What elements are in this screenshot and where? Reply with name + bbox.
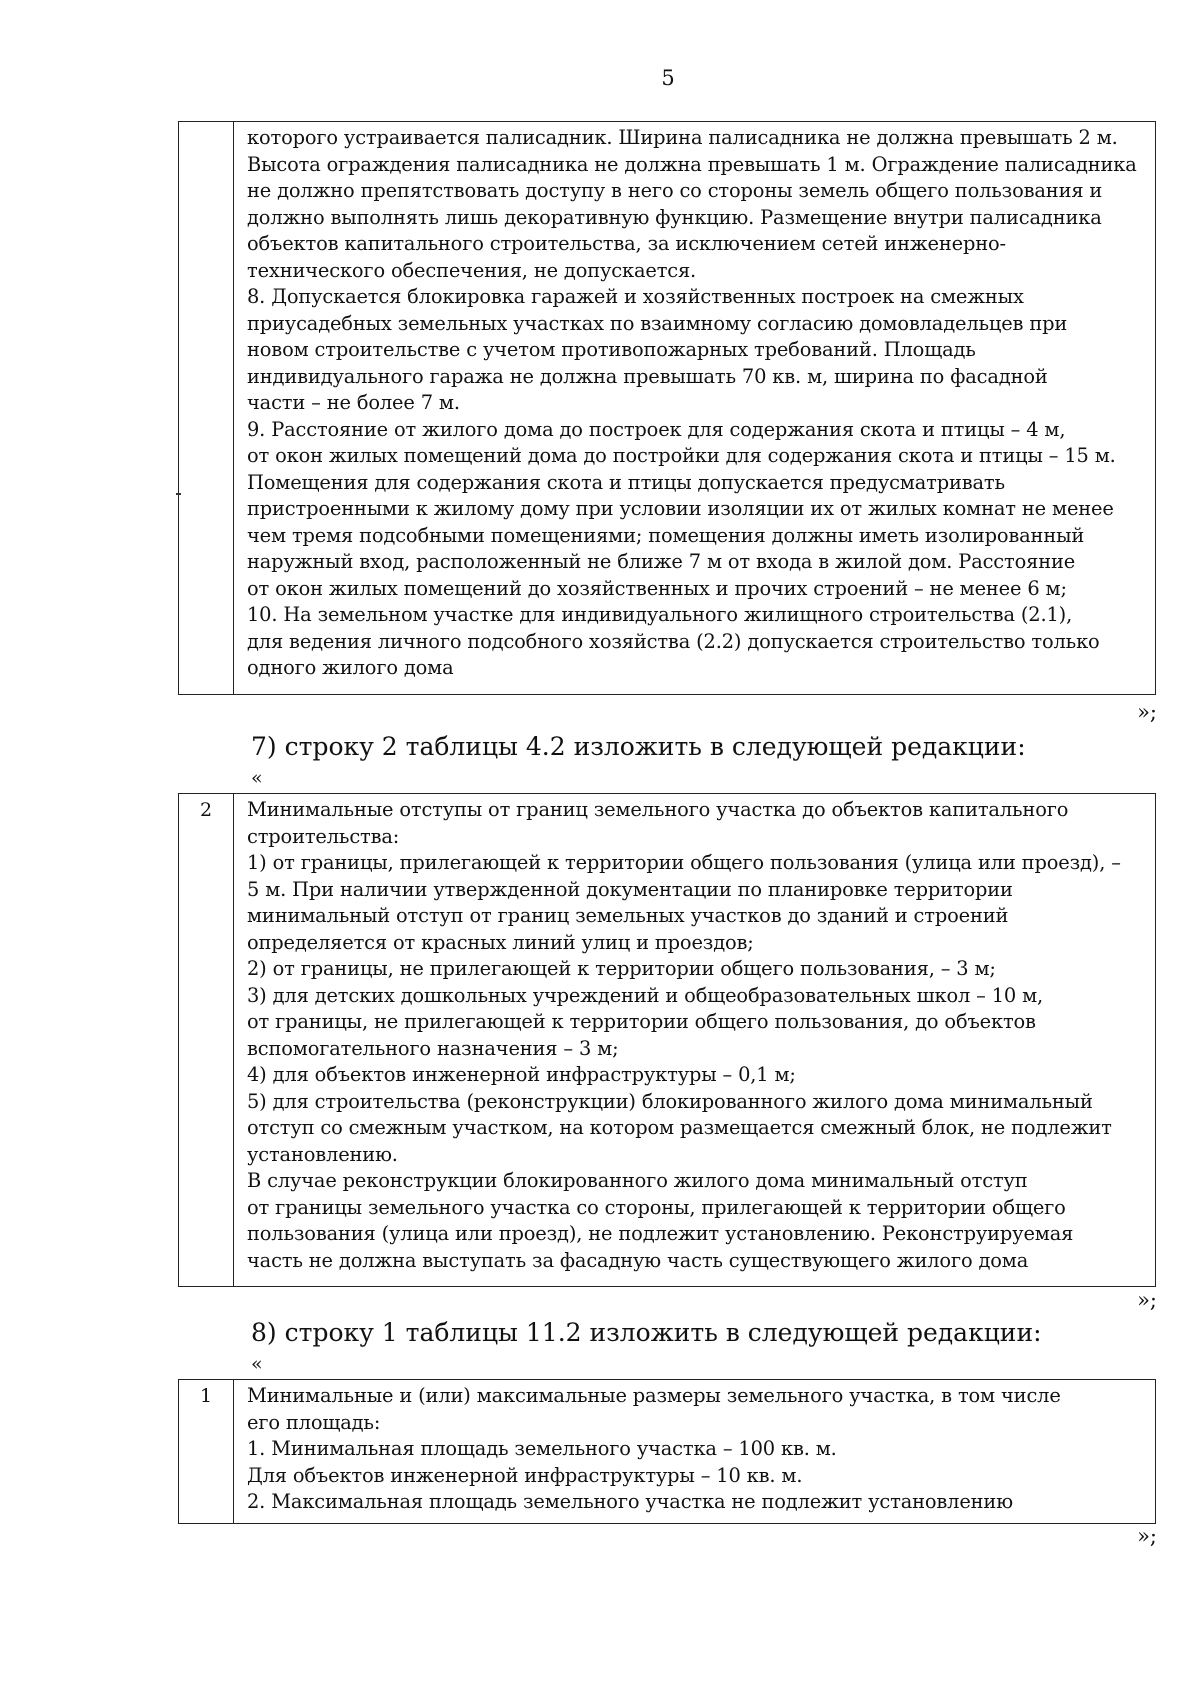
text-line: от границы земельного участка со стороны, прилегающей к территории общего bbox=[247, 1195, 1066, 1219]
text-line: Для объектов инженерной инфраструктуры – 10 кв. м. bbox=[247, 1463, 803, 1487]
text-line: 10. На земельном участке для индивидуального жилищного строительства (2.1), bbox=[247, 603, 1073, 626]
text-line: пользования (улица или проезд), не подлежит установлению. Реконструируемая bbox=[247, 1222, 1074, 1245]
text-line: его площадь: bbox=[247, 1410, 381, 1434]
closing-quote: »; bbox=[1137, 700, 1157, 724]
text-line: 4) для объектов инженерной инфраструктуры – 0,1 м; bbox=[247, 1063, 796, 1086]
section-8-instruction: 8) строку 1 таблицы 11.2 изложить в следующей редакции: bbox=[251, 1318, 1042, 1347]
text-line: определяется от красных линий улиц и проездов; bbox=[247, 930, 754, 954]
text-line: 3) для детских дошкольных учреждений и общеобразовательных школ – 10 м, bbox=[247, 983, 1044, 1007]
text-line: В случае реконструкции блокированного жилого дома минимальный отступ bbox=[247, 1169, 1028, 1192]
text-line: индивидуального гаража не должна превышать 70 кв. м, ширина по фасадной bbox=[247, 364, 1048, 388]
text-line: 1) от границы, прилегающей к территории общего пользования (улица или проезд), – bbox=[247, 851, 1121, 874]
text-line: пристроенными к жилому дому при условии изоляции их от жилых комнат не менее bbox=[247, 497, 1114, 520]
text-line: 8. Допускается блокировка гаражей и хозяйственных построек на смежных bbox=[247, 285, 1024, 308]
text-line: минимальный отступ от границ земельных участков до зданий и строений bbox=[247, 904, 1009, 927]
text-line: наружный вход, расположенный не ближе 7 м от входа в жилой дом. Расстояние bbox=[247, 550, 1076, 573]
text-line: 1. Минимальная площадь земельного участка – 100 кв. м. bbox=[247, 1437, 837, 1460]
text-line: установлению. bbox=[247, 1142, 398, 1166]
margin-tick-mark bbox=[176, 493, 181, 495]
text-line: новом строительстве с учетом противопожарных требований. Площадь bbox=[247, 338, 976, 361]
text-line: Минимальные отступы от границ земельного участка до объектов капитального bbox=[247, 798, 1069, 821]
text-line: должно выполнять лишь декоративную функцию. Размещение внутри палисадника bbox=[247, 205, 1102, 229]
text-line: отступ со смежным участком, на котором размещается смежный блок, не подлежит bbox=[247, 1116, 1112, 1139]
row-text-cell bbox=[234, 122, 1155, 694]
text-line: 2) от границы, не прилегающей к территории общего пользования, – 3 м; bbox=[247, 957, 996, 980]
row-text-cell bbox=[234, 1380, 1155, 1523]
text-line: 5) для строительства (реконструкции) блокированного жилого дома минимальный bbox=[247, 1089, 1093, 1113]
closing-quote: »; bbox=[1137, 1288, 1157, 1312]
table-11-2-row-1 bbox=[178, 1379, 1156, 1524]
text-line: от границы, не прилегающей к территории общего пользования, до объектов bbox=[247, 1010, 1036, 1033]
text-line: 5 м. При наличии утвержденной документации по планировке территории bbox=[247, 877, 1013, 901]
row-number-cell bbox=[179, 122, 234, 694]
row-number-cell: 1 bbox=[179, 1380, 234, 1523]
text-line: части – не более 7 м. bbox=[247, 391, 460, 414]
row-number-cell: 2 bbox=[179, 794, 234, 1286]
opening-quote: « bbox=[251, 1353, 263, 1375]
row-text-cell bbox=[234, 794, 1155, 1286]
page-number: 5 bbox=[661, 66, 675, 90]
table-4-2-row-2 bbox=[178, 793, 1156, 1287]
text-line: Минимальные и (или) максимальные размеры земельного участка, в том числе bbox=[247, 1384, 1061, 1407]
text-line: от окон жилых помещений до хозяйственных и прочих строений – не менее 6 м; bbox=[247, 576, 1067, 600]
closing-quote: »; bbox=[1137, 1524, 1157, 1548]
text-line: вспомогательного назначения – 3 м; bbox=[247, 1036, 619, 1060]
text-line: 9. Расстояние от жилого дома до построек для содержания скота и птицы – 4 м, bbox=[247, 417, 1066, 441]
text-line: от окон жилых помещений дома до постройки для содержания скота и птицы – 15 м. bbox=[247, 444, 1116, 467]
text-line: Помещения для содержания скота и птицы допускается предусматривать bbox=[247, 470, 1005, 494]
text-line: которого устраивается палисадник. Ширина палисадника не должна превышать 2 м. bbox=[247, 126, 1118, 149]
text-line: часть не должна выступать за фасадную часть существующего жилого дома bbox=[247, 1248, 1029, 1272]
text-line: чем тремя подсобными помещениями; помещения должны иметь изолированный bbox=[247, 523, 1085, 547]
text-line: Высота ограждения палисадника не должна превышать 1 м. Ограждение палисадника bbox=[247, 152, 1137, 176]
text-line: одного жилого дома bbox=[247, 656, 454, 679]
text-line: строительства: bbox=[247, 824, 400, 848]
section-7-instruction: 7) строку 2 таблицы 4.2 изложить в следующей редакции: bbox=[251, 732, 1026, 761]
table-continuation bbox=[178, 121, 1156, 695]
text-line: не должно препятствовать доступу в него со стороны земель общего пользования и bbox=[247, 179, 1103, 202]
text-line: приусадебных земельных участках по взаимному согласию домовладельцев при bbox=[247, 311, 1068, 335]
text-line: технического обеспечения, не допускается. bbox=[247, 258, 697, 282]
text-line: объектов капитального строительства, за исключением сетей инженерно- bbox=[247, 232, 1006, 255]
text-line: для ведения личного подсобного хозяйства (2.2) допускается строительство только bbox=[247, 629, 1100, 653]
text-line: 2. Максимальная площадь земельного участка не подлежит установлению bbox=[247, 1490, 1013, 1513]
opening-quote: « bbox=[251, 767, 263, 789]
